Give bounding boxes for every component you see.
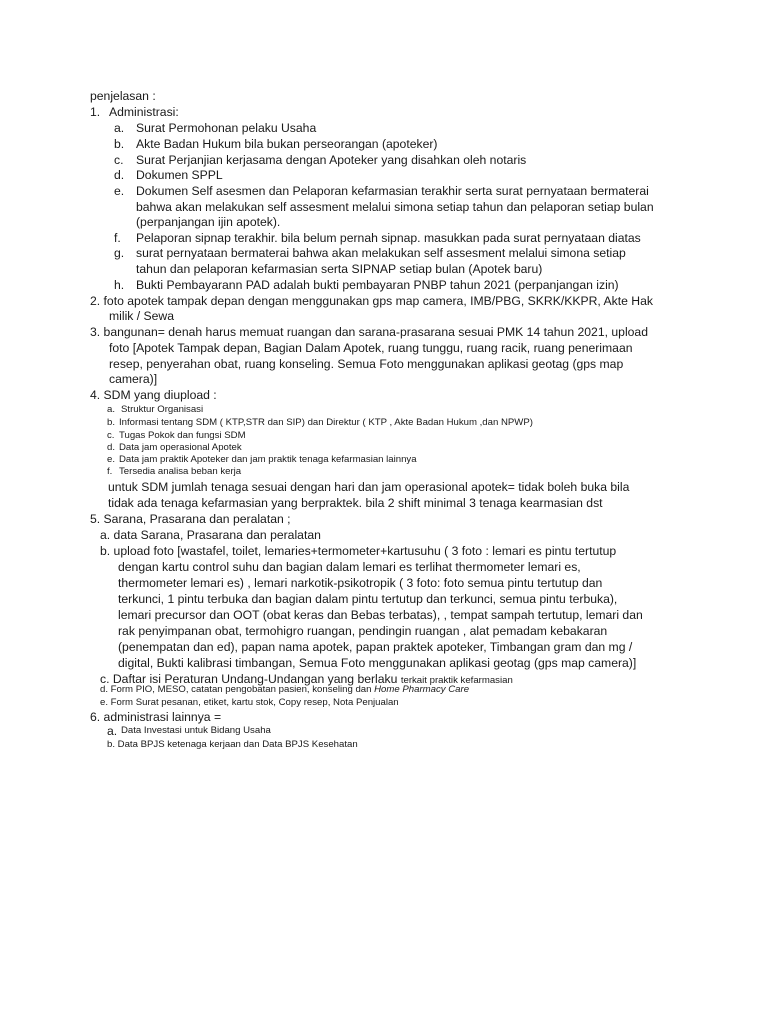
s1-item-text: Surat Permohonan pelaku Usaha (136, 121, 317, 135)
s3-text: 3. bangunan= denah harus memuat ruangan dan sarana-prasarana sesuai PMK 14 tahun 2021, upload (90, 325, 648, 339)
s4-item-text: Struktur Organisasi (121, 404, 204, 415)
s6-item-b: b. Data BPJS ketenaga kerjaan dan Data BPJS Kesehatan (107, 739, 358, 750)
s4-item-marker: e. (107, 454, 116, 465)
s1-number: 1. (90, 105, 101, 119)
s4-item-marker: f. (107, 466, 113, 477)
s5-item-b-cont: thermometer lemari es) , lemari narkotik-psikotropik ( 3 foto: foto semua pintu tertutup dan (118, 576, 603, 590)
s5-item-b-cont: terkunci, 1 pintu terbuka dan bagian dalam pintu tertutup dan terkunci, semua pintu terbuka), (118, 592, 618, 606)
s1-item-marker: c. (114, 153, 124, 167)
s1-item-text-cont: tahun dan pelaporan kefarmasian serta SIPNAP setiap bulan (Apotek baru) (136, 262, 543, 276)
s5-item-d-main: d. Form PIO, MESO, catatan pengobatan pasien, konseling dan (100, 684, 372, 695)
s5-item-d-italic: Home Pharmacy Care (374, 684, 470, 695)
s4-item-text: Tersedia analisa beban kerja (119, 466, 242, 477)
s1-item-text: Akte Badan Hukum bila bukan perseorangan (apoteker) (136, 137, 438, 151)
s3-text-cont: foto [Apotek Tampak depan, Bagian Dalam Apotek, ruang tunggu, ruang racik, ruang penerimaan (109, 341, 633, 355)
s4-item-text: Data jam praktik Apoteker dan jam praktik tenaga kefarmasian lainnya (119, 454, 417, 465)
s5-item-b-cont: digital, Bukti kalibrasi timbangan, Semua Foto menggunakan aplikasi geotag (gps map camera)] (118, 656, 637, 670)
s1-item-marker: f. (114, 231, 121, 245)
s6-item-a: Data Investasi untuk Bidang Usaha (121, 725, 271, 736)
s3-text-cont: camera)] (109, 372, 158, 386)
s4-note-cont: tidak ada tenaga kefarmasian yang berpraktek. bila 2 shift minimal 3 tenaga kearmasian dst (108, 496, 603, 510)
s1-item-marker: b. (114, 137, 125, 151)
s4-item-marker: a. (107, 404, 116, 415)
s1-item-marker: h. (114, 278, 125, 292)
s6-heading: 6. administrasi lainnya = (90, 710, 222, 724)
s1-item-text: surat pernyataan bermaterai bahwa akan melakukan self assesment melalui simona setiap (136, 246, 626, 260)
s5-item-b-cont: rak penyimpanan obat, termohigro ruangan, pendingin ruangan , alat pemadam kebakaran (118, 624, 608, 638)
s4-item-marker: c. (107, 430, 115, 441)
s4-item-text: Informasi tentang SDM ( KTP,STR dan SIP) dan Direktur ( KTP , Akte Badan Hukum ,dan NPWP) (119, 417, 533, 428)
s6-item-marker: a. (107, 724, 118, 738)
s4-item-text: Data jam operasional Apotek (119, 442, 242, 453)
s2-text: 2. foto apotek tampak depan dengan menggunakan gps map camera, IMB/PBG, SKRK/KKPR, Akte Hak (90, 294, 653, 308)
s5-item-c-main: c. Daftar isi Peraturan Undang-Undangan yang berlaku (100, 672, 398, 686)
s5-item-b-cont: lemari precursor dan OOT (obat keras dan Bebas terbatas), , tempat sampah tertutup, lemari dan (118, 608, 643, 622)
s1-item-marker: a. (114, 121, 125, 135)
s1-item-text: Dokumen SPPL (136, 168, 223, 182)
s4-item-text: Tugas Pokok dan fungsi SDM (119, 430, 246, 441)
s5-item-d (100, 684, 469, 696)
page-title: penjelasan : (90, 89, 156, 103)
s1-item-marker: g. (114, 246, 125, 260)
s1-item-text: Bukti Pembayarann PAD adalah bukti pembayaran PNBP tahun 2021 (perpanjangan izin) (136, 278, 619, 292)
s4-item-marker: b. (107, 417, 116, 428)
s5-item-e: e. Form Surat pesanan, etiket, kartu stok, Copy resep, Nota Penjualan (100, 697, 399, 708)
s3-text-cont: resep, penyerahan obat, ruang konseling. Semua Foto menggunakan aplikasi geotag (gps map (109, 357, 624, 371)
s5-item-c-small: terkait praktik kefarmasian (400, 675, 513, 686)
s1-item-text: Surat Perjanjian kerjasama dengan Apoteker yang disahkan oleh notaris (136, 153, 527, 167)
s1-item-text: Pelaporan sipnap terakhir. bila belum pernah sipnap. masukkan pada surat pernyataan diatas (136, 231, 641, 245)
s1-item-marker: e. (114, 184, 125, 198)
s1-item-marker: d. (114, 168, 125, 182)
s4-note: untuk SDM jumlah tenaga sesuai dengan hari dan jam operasional apotek= tidak boleh buka bila (108, 480, 630, 494)
s1-heading: Administrasi: (109, 105, 179, 119)
s5-item-a: a. data Sarana, Prasarana dan peralatan (100, 528, 321, 542)
s1-item-text-cont: bahwa akan melakukan self assesment melalui simona setiap tahun dan pelaporan setiap bulan (136, 200, 654, 214)
s5-item-b-cont: (penempatan dan ed), papan nama apotek, papan praktek apoteker, Timbangan gram dan mg / (118, 640, 633, 654)
s5-item-b-cont: dengan kartu control suhu dan bagian dalam lemari es terlihat thermometer lemari es, (118, 560, 581, 574)
s5-heading: 5. Sarana, Prasarana dan peralatan ; (90, 512, 291, 526)
s4-heading: 4. SDM yang diupload : (90, 388, 217, 402)
s2-text-cont: milik / Sewa (109, 309, 175, 323)
s5-item-b: b. upload foto [wastafel, toilet, lemaries+termometer+kartusuhu ( 3 foto : lemari es pintu tertutup (100, 544, 617, 558)
s1-item-text-cont: (perpanjangan ijin apotek). (136, 215, 281, 229)
s4-item-marker: d. (107, 442, 116, 453)
s1-item-text: Dokumen Self asesmen dan Pelaporan kefarmasian terakhir serta surat pernyataan bermaterai (136, 184, 649, 198)
